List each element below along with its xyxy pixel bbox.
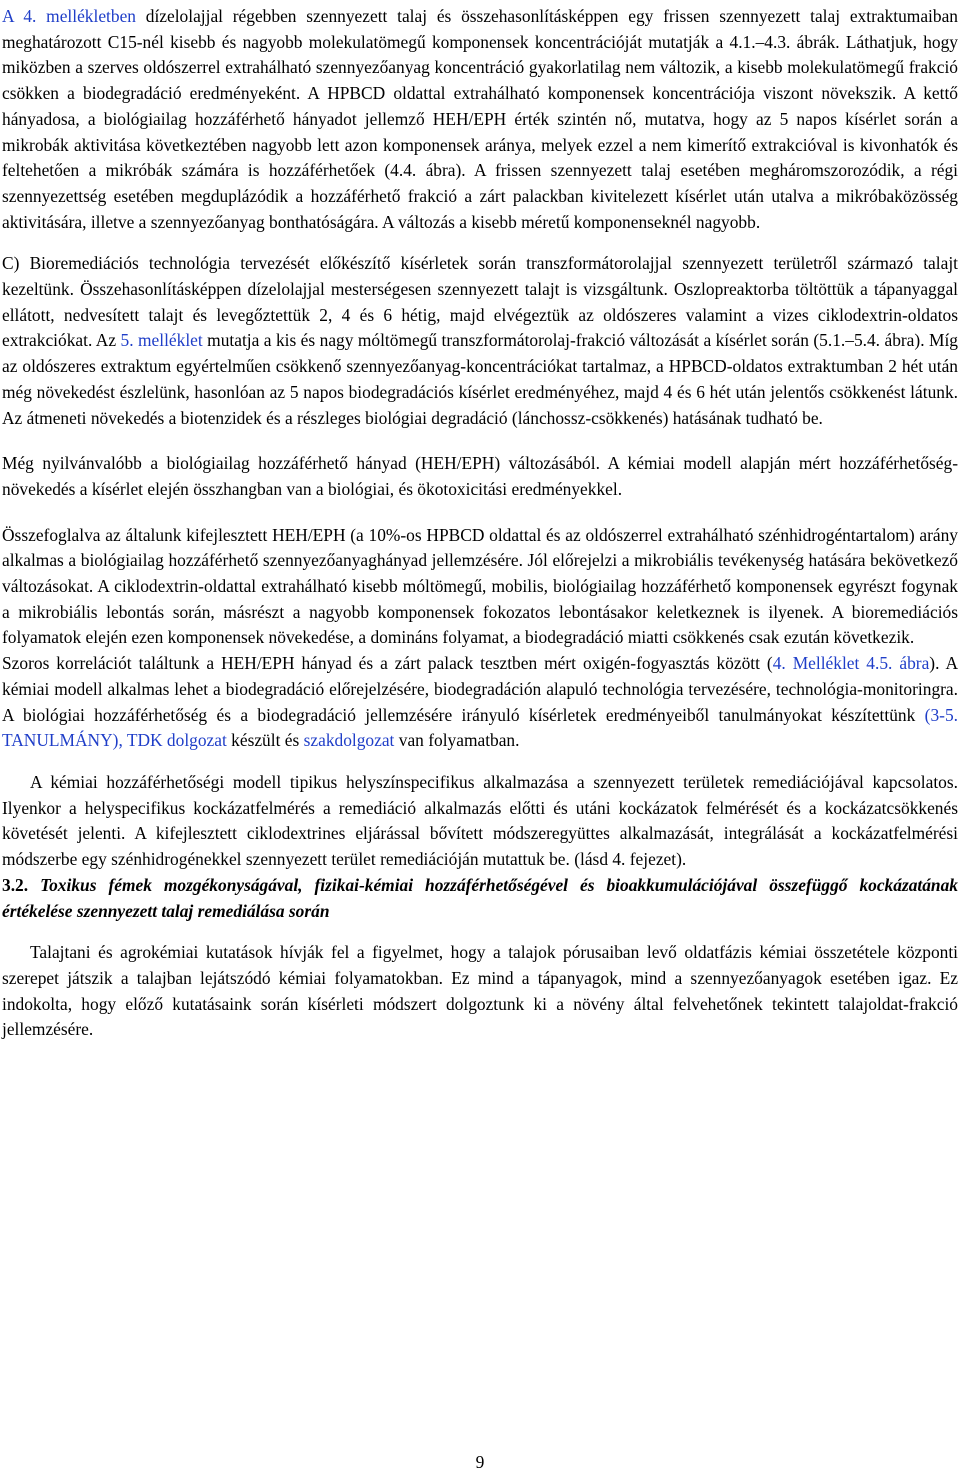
study-tdk-link[interactable]: (3-5. TANULMÁNY), TDK dolgozat (2, 704, 958, 751)
paragraph-text: mutatja a kis és nagy móltömegű transzformátorolaj-frakció változását a kísérlet során (5.1.–5.4. ábra). Míg az oldószeres extraktum egyértelműen csökkenő szennyezőanyag-koncentrációkat tartalmaz, a HPBCD-oldatos extraktumban 2 hét után még növekedést észlelünk, hasonlóan az 5 napos biodegradációs kísérlet eredményéhez, majd 4 és 6 hét után jelentős csökkenést látunk. Az átmeneti növekedés a biotenzidek és a részleges biológiai degradáció (lánchossz-csökkenés) hatásának tudható be. (2, 330, 958, 428)
section-title: Toxikus fémek mozgékonyságával, fizikai-kémiai hozzáférhetőségével és bioakkumulációjával összefüggő kockázatának értékelése szennyezett talaj remediálása során (2, 874, 958, 921)
paragraph-text: Még nyilvánvalóbb a biológiailag hozzáférhető hányad (HEH/EPH) változásából. A kémiai modell alapján mért hozzáférhetőség-növekedés a kísérlet elején összhangban van a biológiai, és ökotoxicitási eredményekkel. (2, 453, 958, 499)
paragraph-biodegradation-results (2, 4, 958, 235)
paragraph-correlation (2, 651, 958, 754)
section-number: 3.2. (2, 874, 29, 895)
paragraph-text: készült és (226, 730, 304, 751)
paragraph-text: Szoros korrelációt találtunk a HEH/EPH hányad és a zárt palack tesztben mért oxigén-fogyasztás között ( (2, 653, 773, 674)
paragraph-bioremediation-experiments (2, 251, 958, 431)
page-number: 9 (475, 1452, 485, 1472)
paragraph-risk-assessment (2, 770, 958, 873)
paragraph-text: Talajtani és agrokémiai kutatások hívják fel a figyelmet, hogy a talajok pórusaiban levő oldatfázis kémiai összetétele központi szerepet játszik a talajban lejátszódó kémiai folyamatokban. Ez mind a tápanyagok, mind a szennyezőanyagok esetében igaz. Ez indokolta, hogy előző kutatásaink során kísérleti módszert dolgoztunk ki a növény által felvehetőnek tekintett talajoldat-frakció jellemzésére. (2, 942, 958, 1040)
paragraph-text: dízelolajjal régebben szennyezett talaj és összehasonlításképpen egy frissen szennyezett talaj extraktumaiban meghatározott C15-nél kisebb és nagyobb molekulatömegű komponensek koncentrációját mutatják a 4.1.–4.3. ábrák. Láthatjuk, hogy miközben a szerves oldószerrel extrahálható szennyezőanyag koncentráció gyakorlatilag nem változik, a kisebb molekulatömegű frakció csökken a biodegradáció eredményeként. A HPBCD oldattal extrahálható komponensek koncentrációja viszont növekszik. A kettő hányadosa, a biológiailag hozzáférhető hányadot jellemző HEH/EPH érték szintén nő, mutatva, hogy az 5 napos kísérlet során a mikrobák aktivitása következtében nagyobb lett azon komponensek aránya, melyek ezzel a nem kimerítő extrakcióval is kivonhatók és feltehetően a mikróbák számára is hozzáférhetőek (4.4. ábra). A frissen szennyezett talaj esetében megháromszorozódik, a régi szennyezettség esetében megduplázódik a hozzáférhető frakció a zárt palackban kivitelezett kísérlet után utalva a mikróbaközösség aktivitására, illetve a szennyezőanyag bonthatóságára. A változás a kisebb méretű komponenseknél nagyobb. (2, 6, 958, 232)
paragraph-text: van folyamatban. (394, 730, 520, 751)
thesis-link[interactable]: szakdolgozat (303, 730, 395, 751)
paragraph-text: C) Bioremediációs technológia tervezését előkészítő kísérletek során transzformátorolajjal szennyezett területről származó talajt kezeltünk. Összehasonlításképpen dízelolajjal mesterségesen szennyezett talajt is vizsgáltunk. Oszlopreaktorba töltöttük a tápanyaggal ellátott, nedvesített talajt és levegőztettük 2, 4 és 6 hétig, majd elvégeztük az oldószeres valamint a vizes ciklodextrin-oldatos extrakciókat. Az (2, 253, 958, 351)
appendix-4-link[interactable]: A 4. mellékletben (2, 6, 136, 26)
section-heading (2, 873, 958, 924)
paragraph-text: A kémiai hozzáférhetőségi modell tipikus helyszínspecifikus alkalmazása a szennyezett területek remediációjával kapcsolatos. Ilyenkor a helyspecifikus kockázatfelmérés a remediáció alkalmazás előtti és utáni kockázatok felmérését és a kockázatcsökkenés követését jelenti. A kifejlesztett ciklodextrines eljárással bővített módszeregyüttes alkalmazását, integrálását a kockázatfelmérési módszerbe egy szénhidrogénekkel szennyezett terület remediációján mutattuk be. (lásd 4. fejezet). (2, 771, 958, 870)
paragraph-text: ). A kémiai modell alkalmas lehet a biodegradáció előrejelzésére, biodegradáción alapuló technológia tervezésére, technológia-monitoringra. A biológiai hozzáférhetőség és a biodegradáció jellemzésére irányuló kísérletek eredményeiből tanulmányokat készítettünk (2, 653, 959, 725)
appendix-5-link[interactable]: 5. melléklet (120, 330, 203, 351)
appendix-4-figure-4-5-link[interactable]: 4. Melléklet 4.5. ábra (772, 653, 930, 674)
paragraph-bioavailable-fraction (2, 451, 958, 502)
paragraph-soil-solution (2, 940, 958, 1043)
paragraph-summary (2, 523, 958, 652)
paragraph-text: Összefoglalva az általunk kifejlesztett HEH/EPH (a 10%-os HPBCD oldattal és az oldószerrel extrahálható szénhidrogéntartalom) arány alkalmas a biológiailag hozzáférhető szennyezőanyaghányad jellemzésére. Jól előrejelzi a mikrobiális tevékenység hatására bekövetkező változásokat. A ciklodextrin-oldattal extrahálható kisebb móltömegű, mobilis, biológiailag hozzáférhető komponensek egyrészt fogynak a mikrobiális lebontás során, másrészt a nagyobb komponensek fokozatos lebontásakor keletkeznek is ilyenek. A bioremediációs folyamatok elején ezen komponensek növekedése, a domináns folyamat, a biodegradáció miatti csökkenés csak ezután következik. (2, 524, 958, 648)
